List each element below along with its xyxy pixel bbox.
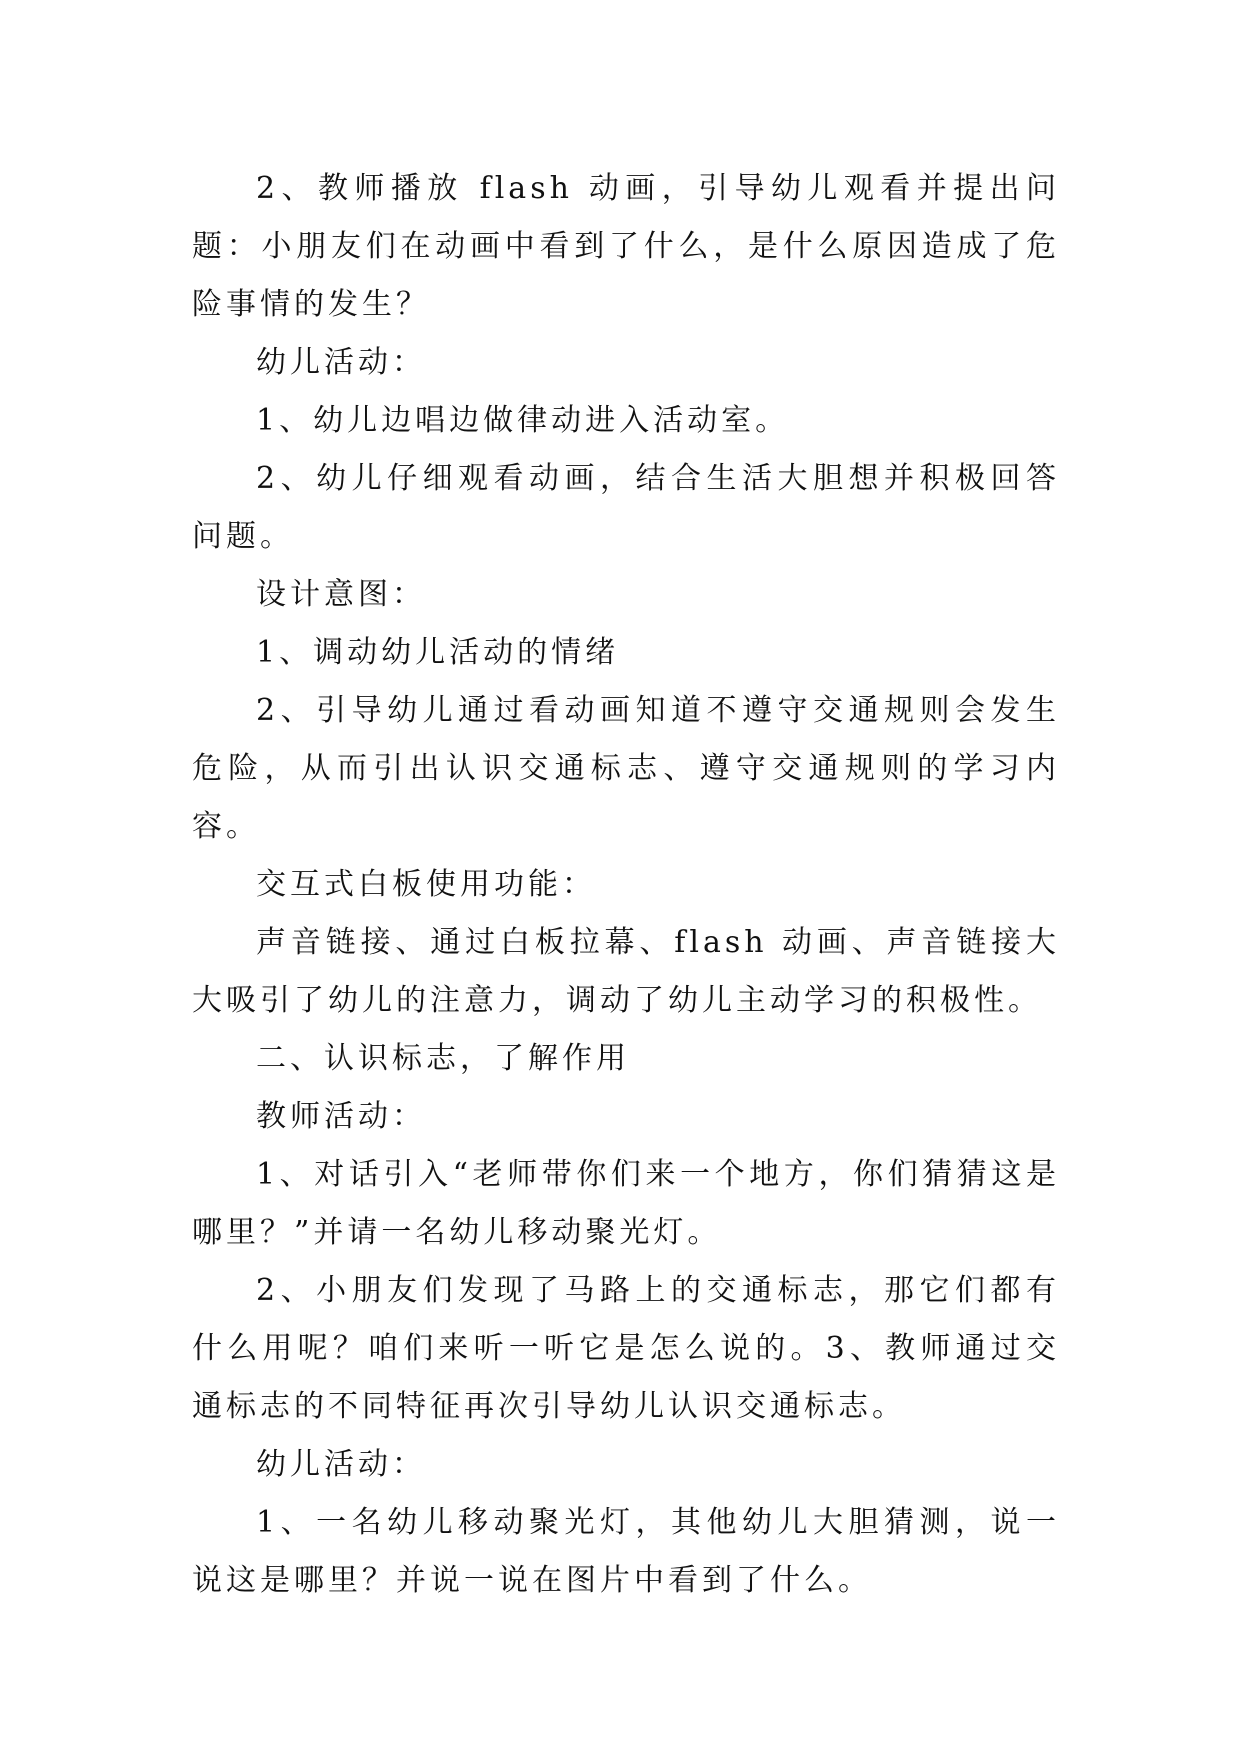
paragraph: 1、对话引入“老师带你们来一个地方，你们猜猜这是哪里？”并请一名幼儿移动聚光灯。 <box>192 1157 1060 1250</box>
paragraph: 1、幼儿边唱边做律动进入活动室。 <box>256 403 790 438</box>
paragraph: 2、小朋友们发现了马路上的交通标志，那它们都有什么用呢？咱们来听一听它是怎么说的。3、教师通过交通标志的不同特征再次引导幼儿认识交通标志。 <box>192 1273 1060 1424</box>
paragraph: 声音链接、通过白板拉幕、flash 动画、声音链接大大吸引了幼儿的注意力，调动了幼儿主动学习的积极性。 <box>192 925 1060 1018</box>
paragraph: 2、引导幼儿通过看动画知道不遵守交通规则会发生危险，从而引出认识交通标志、遵守交通规则的学习内容。 <box>192 693 1060 844</box>
paragraph: 1、调动幼儿活动的情绪 <box>256 635 620 670</box>
paragraph: 交互式白板使用功能： <box>256 867 596 902</box>
document-body <box>192 160 1060 1610</box>
paragraph: 2、教师播放 flash 动画，引导幼儿观看并提出问题：小朋友们在动画中看到了什么，是什么原因造成了危险事情的发生？ <box>192 171 1060 322</box>
paragraph: 幼儿活动： <box>256 345 426 380</box>
paragraph: 2、幼儿仔细观看动画，结合生活大胆想并积极回答问题。 <box>192 461 1060 554</box>
paragraph: 教师活动： <box>256 1099 426 1134</box>
paragraph: 设计意图： <box>256 577 426 612</box>
paragraph: 1、一名幼儿移动聚光灯，其他幼儿大胆猜测，说一说这是哪里？并说一说在图片中看到了什么。 <box>192 1505 1060 1598</box>
section-heading: 二、认识标志，了解作用 <box>256 1041 630 1076</box>
paragraph: 幼儿活动： <box>256 1447 426 1482</box>
